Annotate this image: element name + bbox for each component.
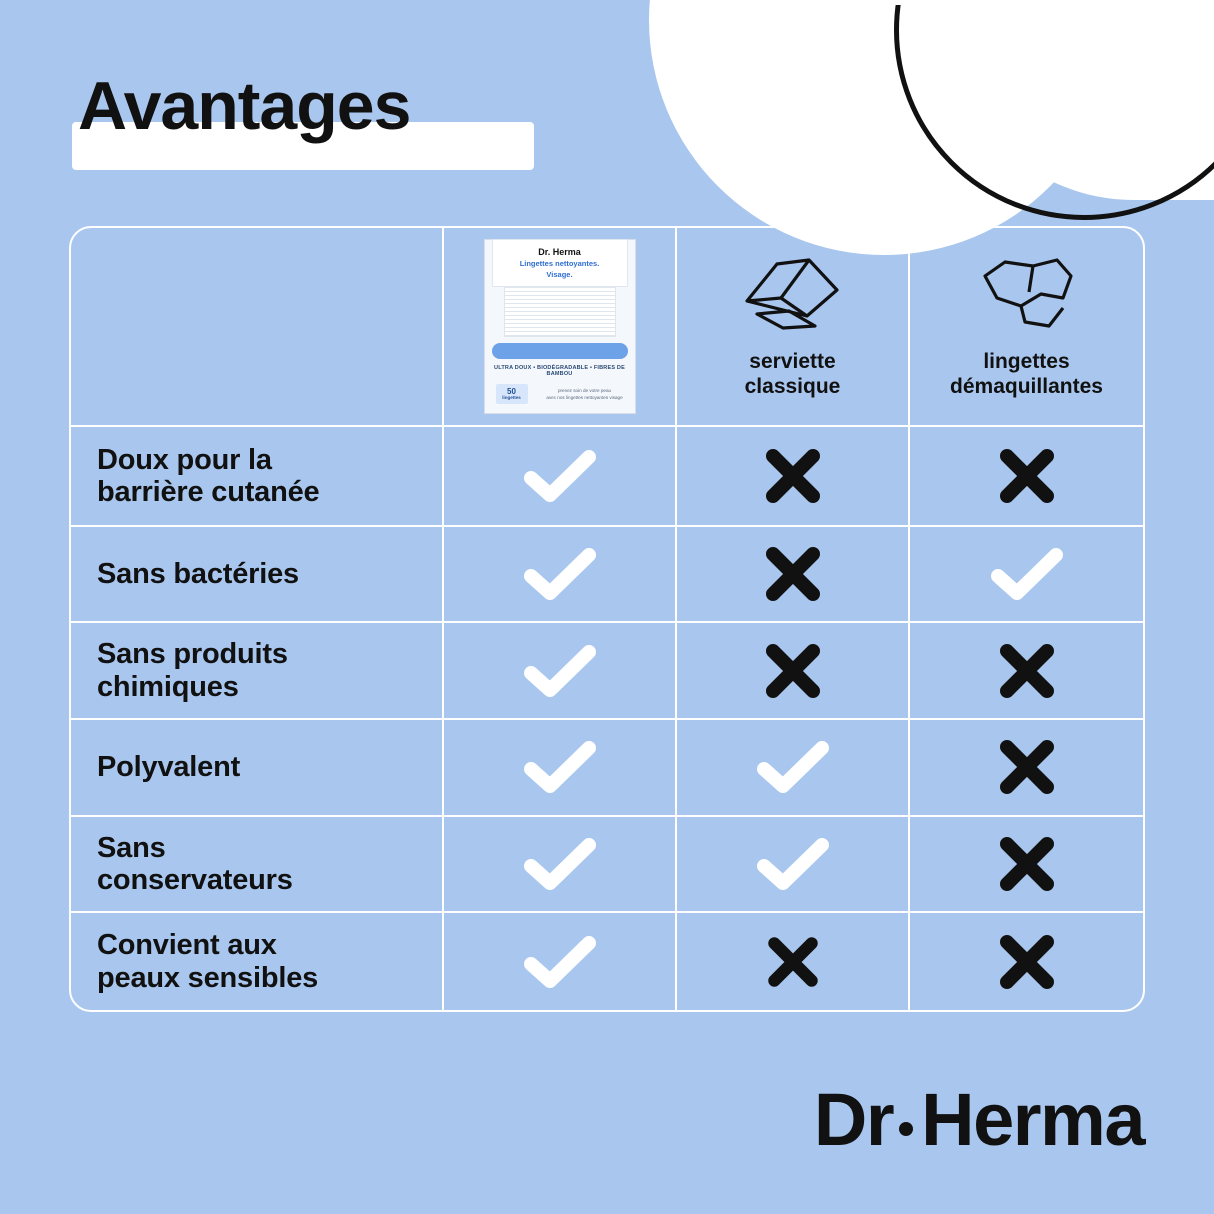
table-row bbox=[71, 623, 1143, 720]
product-box-count-label: lingettes bbox=[502, 394, 521, 400]
header-cell-feature bbox=[71, 228, 444, 425]
product-box-fineprint bbox=[542, 388, 628, 402]
table-row bbox=[71, 913, 1143, 1010]
mark-product bbox=[444, 817, 677, 912]
header-cell-towel bbox=[677, 228, 910, 425]
column-header-towel-line1: serviette bbox=[749, 349, 836, 373]
mark-product bbox=[444, 623, 677, 718]
column-header-wipes bbox=[950, 349, 1103, 399]
product-box-blue-band bbox=[492, 343, 628, 359]
brand-logo-dot bbox=[899, 1122, 913, 1136]
column-header-wipes-line2: démaquillantes bbox=[950, 375, 1103, 399]
row-label-line1: Sans bactéries bbox=[97, 557, 299, 590]
folded-towel-icon bbox=[737, 254, 849, 337]
mark-towel bbox=[677, 527, 910, 622]
row-label-cell bbox=[71, 623, 444, 718]
product-box-count-badge bbox=[496, 384, 528, 404]
mark-towel bbox=[677, 817, 910, 912]
row-label-cell bbox=[71, 527, 444, 622]
mark-wipes bbox=[910, 817, 1143, 912]
product-box-subtitle-2: Visage. bbox=[546, 270, 573, 280]
brand-logo-herma: Herma bbox=[921, 1078, 1144, 1161]
row-label-line1: Doux pour la bbox=[97, 443, 272, 476]
table-row bbox=[71, 527, 1143, 624]
row-label-line1: Sans bbox=[97, 831, 166, 864]
column-header-towel bbox=[745, 349, 841, 399]
row-label-line2: conservateurs bbox=[97, 864, 293, 897]
row-label-line2: chimiques bbox=[97, 670, 239, 703]
mark-towel bbox=[677, 427, 910, 525]
table-row bbox=[71, 427, 1143, 527]
product-box-top bbox=[492, 239, 628, 287]
product-box-subtitle-1: Lingettes nettoyantes. bbox=[519, 258, 600, 268]
mark-wipes bbox=[910, 913, 1143, 1010]
row-label-cell bbox=[71, 427, 444, 525]
row-label-line1: Sans produits bbox=[97, 638, 288, 671]
comparison-table bbox=[69, 226, 1145, 1012]
mark-wipes bbox=[910, 527, 1143, 622]
row-label-line1: Polyvalent bbox=[97, 751, 241, 784]
column-header-wipes-line1: lingettes bbox=[983, 349, 1070, 373]
product-box-features: ULTRA DOUX • BIODÉGRADABLE • FIBRES DE BAMBOU bbox=[494, 365, 625, 378]
mark-towel bbox=[677, 623, 910, 718]
row-label-cell bbox=[71, 720, 444, 815]
table-row bbox=[71, 817, 1143, 914]
product-box-brand: Dr. Herma bbox=[538, 246, 581, 257]
decorative-mask bbox=[874, 0, 1214, 5]
mark-product bbox=[444, 720, 677, 815]
mark-product bbox=[444, 913, 677, 1010]
brand-logo-dr: Dr bbox=[813, 1078, 894, 1161]
row-label-line2: barrière cutanée bbox=[97, 475, 320, 508]
product-box-image bbox=[484, 239, 636, 414]
table-row bbox=[71, 720, 1143, 817]
mark-wipes bbox=[910, 623, 1143, 718]
mark-wipes bbox=[910, 720, 1143, 815]
mark-product bbox=[444, 427, 677, 525]
page-title-group bbox=[78, 68, 411, 144]
row-label-cell bbox=[71, 913, 444, 1010]
product-box-wipes-stack bbox=[504, 287, 616, 337]
header-cell-product bbox=[444, 228, 677, 425]
mark-product bbox=[444, 527, 677, 622]
row-label-line1: Convient aux bbox=[97, 929, 277, 962]
mark-wipes bbox=[910, 427, 1143, 525]
mark-towel bbox=[677, 913, 910, 1010]
row-label-line2: peaux sensibles bbox=[97, 961, 319, 994]
product-box-count: 50 bbox=[507, 386, 516, 396]
makeup-wipes-icon bbox=[971, 254, 1083, 337]
product-box-fineprint-1: prenez soin de votre peau bbox=[557, 388, 612, 394]
column-header-towel-line2: classique bbox=[744, 375, 841, 399]
product-box-fineprint-2: avec nos lingettes nettoyantes visage bbox=[546, 395, 623, 401]
row-label-cell bbox=[71, 817, 444, 912]
page-title: Avantages bbox=[78, 68, 411, 144]
header-cell-wipes bbox=[910, 228, 1143, 425]
table-header-row bbox=[71, 228, 1143, 427]
brand-logo bbox=[814, 1077, 1144, 1162]
mark-towel bbox=[677, 720, 910, 815]
